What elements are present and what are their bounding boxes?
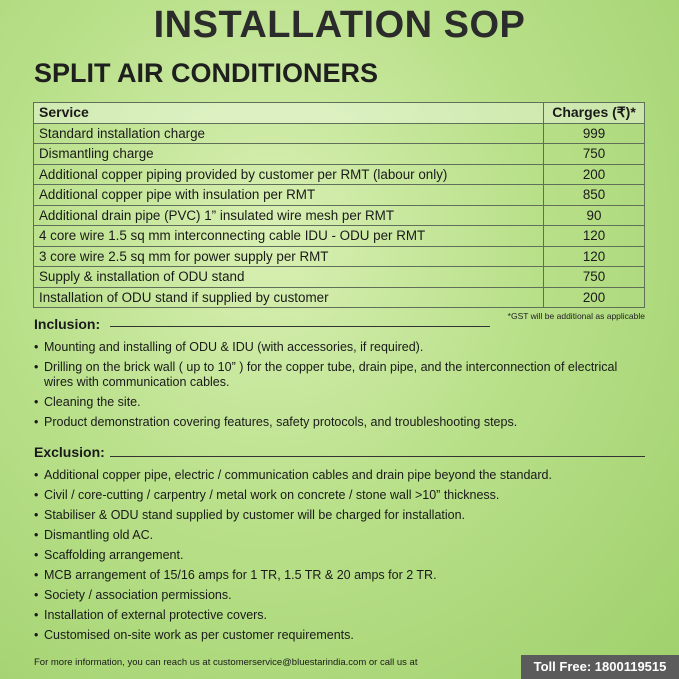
contact-info: For more information, you can reach us at customerservice@bluestarindia.com or call us at [34,657,418,668]
gst-note: *GST will be additional as applicable [507,311,645,321]
charge-cell: 120 [544,226,645,247]
charge-cell: 750 [544,267,645,288]
exclusion-divider [110,456,645,457]
list-item: • Product demonstration covering features, safety protocols, and troubleshooting steps. [34,415,634,430]
charge-cell: 850 [544,185,645,206]
table-row [34,144,645,165]
service-cell: Dismantling charge [34,144,544,165]
toll-free-badge: Toll Free: 1800119515 [521,655,679,679]
inclusion-list [34,340,634,435]
list-item: • Mounting and installing of ODU & IDU (with accessories, if required). [34,340,634,355]
page-subtitle: SPLIT AIR CONDITIONERS [34,58,379,88]
list-item: • Dismantling old AC. [34,528,634,543]
service-cell: Supply & installation of ODU stand [34,267,544,288]
exclusion-heading: Exclusion: [34,444,105,460]
charge-cell: 999 [544,123,645,144]
page-title: INSTALLATION SOP [153,4,526,46]
table-row [34,267,645,288]
list-item: • Additional copper pipe, electric / communication cables and drain pipe beyond the standard. [34,468,634,483]
table-row [34,226,645,247]
list-item: • Society / association permissions. [34,588,634,603]
column-header-charges: Charges (₹)* [544,103,645,124]
list-item: • Cleaning the site. [34,395,634,410]
table-row [34,246,645,267]
list-item: • MCB arrangement of 15/16 amps for 1 TR, 1.5 TR & 20 amps for 2 TR. [34,568,634,583]
inclusion-heading: Inclusion: [34,316,101,332]
service-cell: 4 core wire 1.5 sq mm interconnecting cable IDU - ODU per RMT [34,226,544,247]
service-cell: Additional copper pipe with insulation per RMT [34,185,544,206]
charges-table [33,102,645,308]
service-cell: 3 core wire 2.5 sq mm for power supply per RMT [34,246,544,267]
table-row [34,205,645,226]
charge-cell: 750 [544,144,645,165]
list-item: • Drilling on the brick wall ( up to 10” ) for the copper tube, drain pipe, and the interconnection of electrical wires with communication cables. [34,360,634,390]
table-row [34,164,645,185]
column-header-service: Service [34,103,544,124]
charge-cell: 120 [544,246,645,267]
charge-cell: 90 [544,205,645,226]
table-row [34,123,645,144]
list-item: • Installation of external protective covers. [34,608,634,623]
service-cell: Standard installation charge [34,123,544,144]
list-item: • Customised on-site work as per customer requirements. [34,628,634,643]
table-row [34,287,645,308]
service-cell: Installation of ODU stand if supplied by customer [34,287,544,308]
table-row [34,185,645,206]
exclusion-list [34,468,634,648]
service-cell: Additional copper piping provided by customer per RMT (labour only) [34,164,544,185]
list-item: • Scaffolding arrangement. [34,548,634,563]
list-item: • Stabiliser & ODU stand supplied by customer will be charged for installation. [34,508,634,523]
service-cell: Additional drain pipe (PVC) 1” insulated wire mesh per RMT [34,205,544,226]
inclusion-divider [110,326,490,327]
list-item: • Civil / core-cutting / carpentry / metal work on concrete / stone wall >10” thickness. [34,488,634,503]
charge-cell: 200 [544,287,645,308]
table-header-row [34,103,645,124]
charge-cell: 200 [544,164,645,185]
